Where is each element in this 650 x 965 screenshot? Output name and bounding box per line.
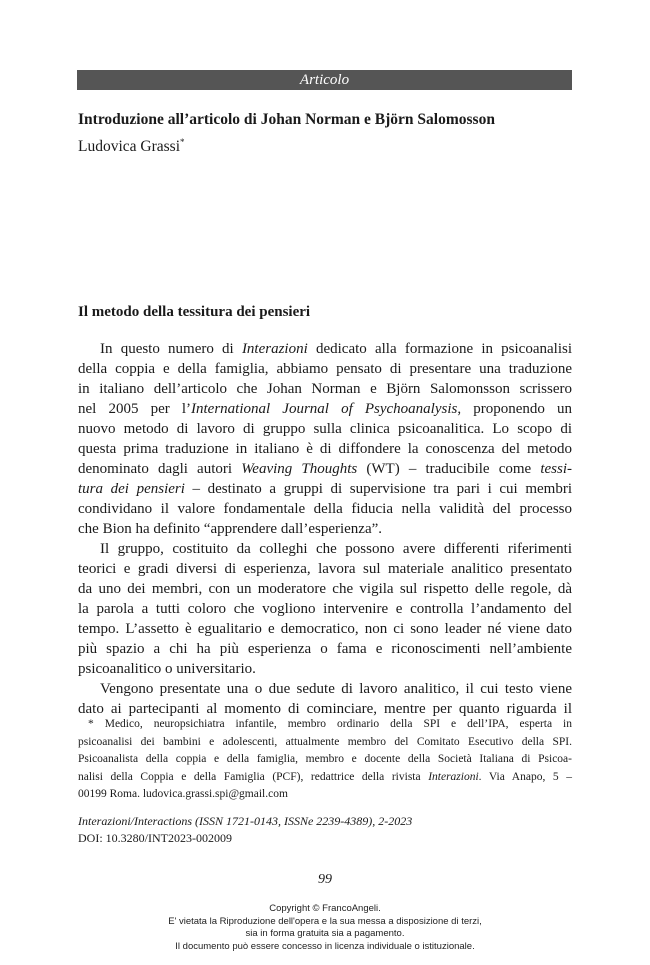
footnote-line: nalisi della Coppia e della Famiglia (PCF), redattrice della rivista Interazioni. Via Anapo, 5 – — [78, 770, 572, 783]
text-line: da uno dei membri, con un moderatore che vigila sul rispetto delle regole, dà — [78, 581, 572, 597]
italic-text: International Journal of Psychoanalysis — [191, 401, 458, 417]
text-line: dato ai partecipanti al momento di cominciare, mentre per quanto riguarda il — [78, 701, 572, 717]
text-line: teorici e gradi diversi di esperienza, lavora sul materiale analitico presentato — [78, 561, 572, 577]
copyright-line: Copyright © FrancoAngeli. — [269, 903, 381, 914]
footnote-line: 00199 Roma. ludovica.grassi.spi@gmail.com — [78, 788, 288, 800]
footnote-line: Psicoanalista della coppia e della famiglia, membro e docente della Società Italiana di Psicoa- — [78, 753, 572, 765]
journal-citation: Interazioni/Interactions (ISSN 1721-0143, ISSNe 2239-4389), 2-2023 — [78, 814, 413, 828]
section-label-bar: Articolo — [77, 70, 572, 90]
text-line: Vengono presentate una o due sedute di lavoro analitico, il cui testo viene — [100, 681, 572, 697]
text-line: Il gruppo, costituito da colleghi che possono avere differenti riferimenti — [100, 541, 572, 557]
author-name: Ludovica Grassi — [78, 138, 181, 155]
footnote-line: psicoanalisi dei bambini e adolescenti, attualmente membro del Comitato Esecutivo della SPI. — [78, 735, 572, 748]
italic-text: Interazioni — [428, 770, 479, 783]
journal-info — [78, 813, 572, 847]
text-line: tura dei pensieri – destinato a gruppi di supervisione tra pari i cui membri — [78, 481, 572, 497]
text-line: psicoanalitico o universitario. — [78, 661, 256, 677]
author-footnote — [78, 716, 572, 804]
text-line: questa prima traduzione in italiano è di diffondere la conoscenza del metodo — [78, 441, 572, 457]
page-number: 99 — [318, 872, 332, 887]
text-line: denominato dagli autori Weaving Thoughts (WT) – traducibile come tessi- — [78, 461, 572, 477]
italic-text: Weaving Thoughts — [241, 461, 358, 477]
italic-text: tura dei pensieri — [78, 481, 185, 497]
text-line: tempo. L’assetto è egualitario e democratico, non ci sono leader né viene dato — [78, 621, 572, 637]
section-heading: Il metodo della tessitura dei pensieri — [78, 304, 311, 320]
article-title: Introduzione all’articolo di Johan Norman e Björn Salomosson — [78, 111, 495, 128]
copyright-line: E' vietata la Riproduzione dell'opera e la sua messa a disposizione di terzi, — [168, 915, 482, 927]
copyright-line: Il documento può essere concesso in licenza individuale o istituzionale. — [175, 940, 475, 952]
author-footnote-mark: * — [180, 137, 185, 147]
text-line: nuovo metodo di lavoro di gruppo sulla clinica psicoanalitica. Lo scopo di — [78, 421, 572, 437]
copyright-line: sia in forma gratuita sia a pagamento. — [245, 928, 405, 939]
text-line: più spazio a chi ha più esperienza o fama e riconoscimenti nell’ambiente — [78, 641, 572, 657]
author-line — [78, 132, 185, 157]
footnote-line: * Medico, neuropsichiatra infantile, membro ordinario della SPI e dell’IPA, esperta in — [88, 718, 572, 730]
doi: DOI: 10.3280/INT2023-002009 — [78, 831, 232, 845]
copyright-notice — [0, 903, 650, 953]
article-body — [78, 339, 572, 719]
italic-text: tessi- — [540, 461, 572, 477]
text-line: condividano il valore fondamentale della fiducia nella validità del processo — [78, 501, 572, 517]
text-line: che Bion ha definito “apprendere dall’esperienza”. — [78, 521, 383, 537]
text-line: della coppia e della famiglia, abbiamo pensato di presentare una traduzione — [78, 361, 572, 377]
text-line: nel 2005 per l’International Journal of Psychoanalysis, proponendo un — [78, 401, 573, 417]
text-line: la parola a tutti coloro che vogliono intervenire e controlla l’andamento del — [78, 601, 572, 617]
text-line: In questo numero di Interazioni dedicato alla formazione in psicoanalisi — [100, 341, 572, 357]
text-line: in italiano dell’articolo che Johan Norman e Björn Salomonsson scrissero — [78, 381, 572, 397]
italic-text: Interazioni — [241, 341, 308, 357]
